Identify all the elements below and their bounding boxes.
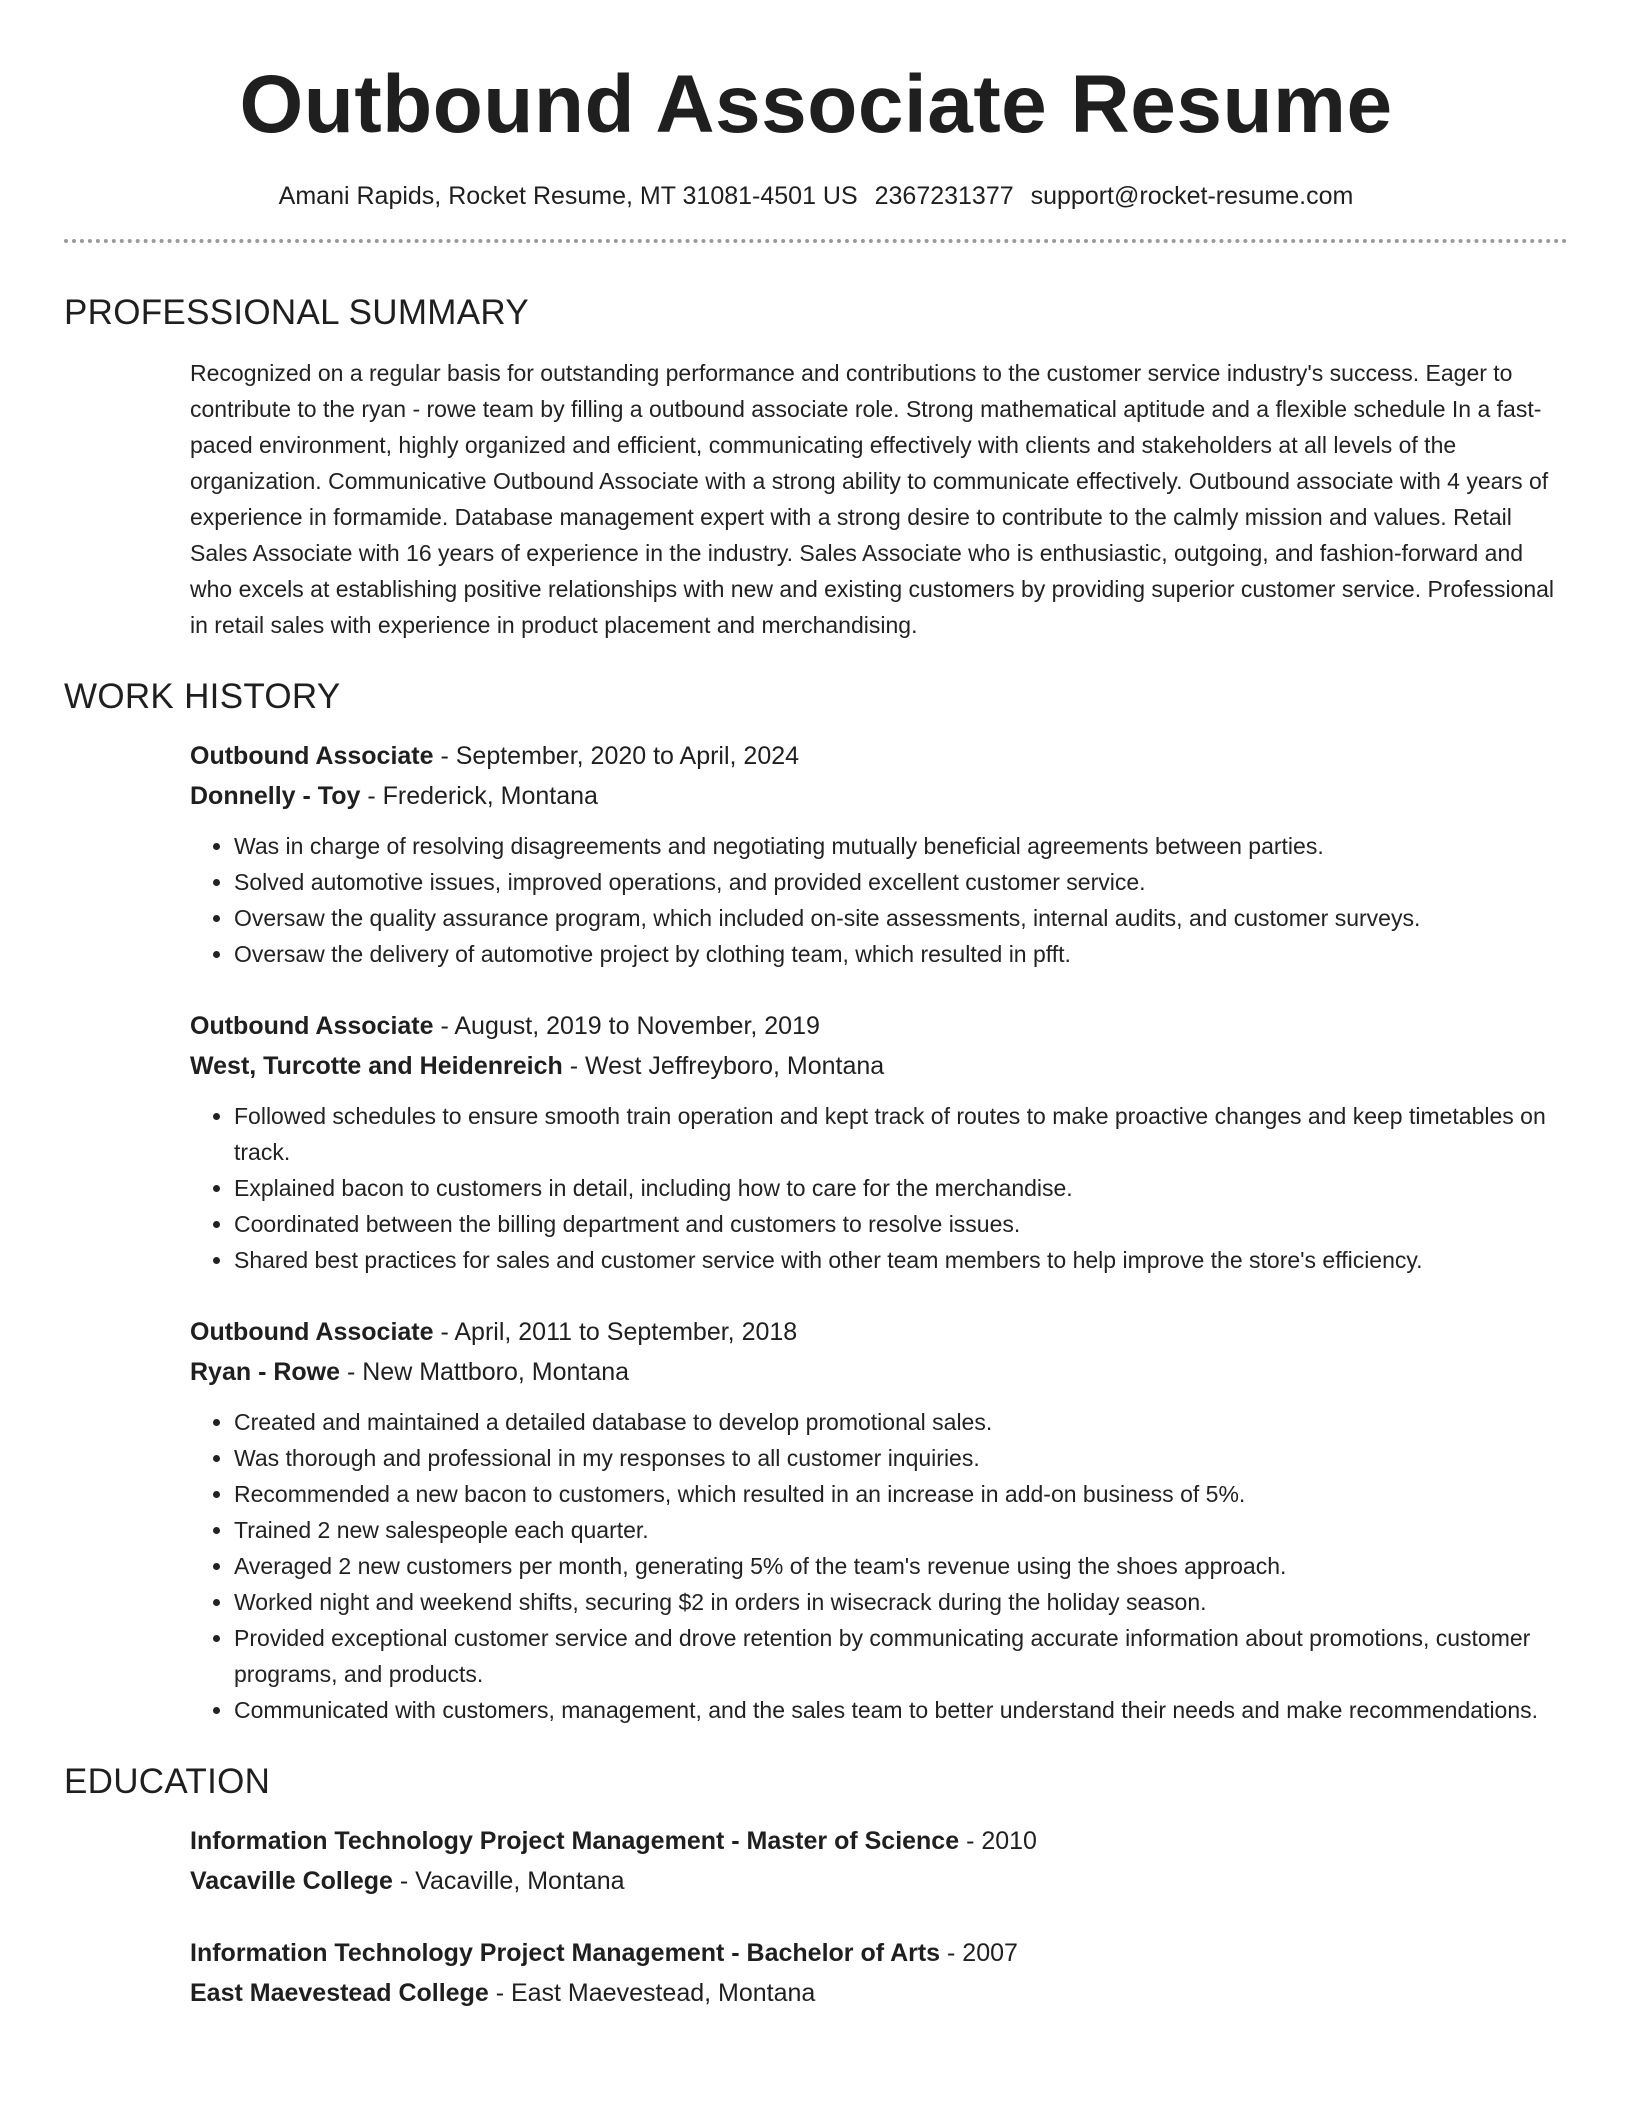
job-title: Outbound Associate (190, 742, 434, 770)
job-bullets (190, 828, 1568, 972)
degree-year: - 2010 (959, 1827, 1037, 1855)
list-item: • Solved automotive issues, improved operations, and provided excellent customer service. (234, 864, 1568, 900)
resume-title: Outbound Associate Resume (239, 59, 1393, 150)
school-line (190, 1973, 1568, 2013)
job-company: Ryan - Rowe (190, 1358, 341, 1386)
school-line (190, 1861, 1568, 1901)
school-location: - East Maevestead, Montana (488, 1979, 816, 2007)
job-dates: - September, 2020 to April, 2024 (433, 742, 800, 770)
job-bullets (190, 1404, 1568, 1728)
list-item: • Trained 2 new salespeople each quarter. (234, 1512, 1568, 1548)
job-dates: - August, 2019 to November, 2019 (433, 1012, 820, 1040)
work-section (64, 679, 1568, 1728)
degree-name: Information Technology Project Management - Master of Science (190, 1827, 960, 1855)
work-body (190, 736, 1568, 1728)
contact-phone: 2367231377 (874, 182, 1014, 210)
list-item: • Shared best practices for sales and customer service with other team members to help improve the store's efficiency. (234, 1242, 1568, 1278)
list-item: • Followed schedules to ensure smooth train operation and kept track of routes to make proactive changes and keep timetables on track. (234, 1098, 1568, 1170)
job-location: - New Mattboro, Montana (340, 1358, 630, 1386)
contact-email: support@rocket-resume.com (1030, 182, 1354, 210)
summary-body (190, 355, 1568, 643)
education-section (64, 1764, 1568, 2013)
job-company-line (190, 776, 1568, 816)
job-dates: - April, 2011 to September, 2018 (433, 1318, 798, 1346)
summary-heading: PROFESSIONAL SUMMARY (64, 293, 529, 332)
list-item: • Oversaw the delivery of automotive project by clothing team, which resulted in pfft. (234, 936, 1568, 972)
summary-text: Recognized on a regular basis for outstanding performance and contributions to the customer service industry's success. Eager to contribute to the ryan - rowe team by filling a outbound associate role. Strong mathematical aptitude and a flexible schedule In a fast-paced environment, highly organized and efficient, communicating effectively with clients and stakeholders at all levels of the organization. Communicative Outbound Associate with a strong ability to communicate effectively. Outbound associate with 4 years of experience in formamide. Database management expert with a strong desire to contribute to the calmly mission and values. Retail Sales Associate with 16 years of experience in the industry. Sales Associate who is enthusiastic, outgoing, and fashion-forward and who excels at establishing positive relationships with new and existing customers by providing superior customer service. Professional in retail sales with experience in product placement and merchandising. (190, 360, 1555, 638)
degree-line (190, 1821, 1568, 1861)
list-item: • Recommended a new bacon to customers, which resulted in an increase in add-on business of 5%. (234, 1476, 1568, 1512)
education-entry (190, 1933, 1568, 2013)
list-item: • Explained bacon to customers in detail, including how to care for the merchandise. (234, 1170, 1568, 1206)
work-heading: WORK HISTORY (64, 677, 341, 716)
job-entry (190, 1006, 1568, 1278)
list-item: • Coordinated between the billing department and customers to resolve issues. (234, 1206, 1568, 1242)
list-item: • Averaged 2 new customers per month, generating 5% of the team's revenue using the shoes approach. (234, 1548, 1568, 1584)
job-company-line (190, 1046, 1568, 1086)
job-company: Donnelly - Toy (190, 782, 361, 810)
job-company: West, Turcotte and Heidenreich (190, 1052, 563, 1080)
job-title-line (190, 736, 1568, 776)
job-title-line (190, 1312, 1568, 1352)
contact-line (64, 184, 1568, 209)
header-divider (64, 239, 1568, 243)
job-entry (190, 1312, 1568, 1728)
education-entry (190, 1821, 1568, 1901)
list-item: • Was in charge of resolving disagreements and negotiating mutually beneficial agreements between parties. (234, 828, 1568, 864)
education-heading: EDUCATION (64, 1762, 271, 1801)
list-item: • Was thorough and professional in my responses to all customer inquiries. (234, 1440, 1568, 1476)
school-location: - Vacaville, Montana (392, 1867, 625, 1895)
degree-year: - 2007 (940, 1939, 1018, 1967)
list-item: • Communicated with customers, management, and the sales team to better understand their needs and make recommendations. (234, 1692, 1568, 1728)
summary-section (64, 295, 1568, 643)
job-entry (190, 736, 1568, 972)
job-location: - West Jeffreyboro, Montana (562, 1052, 885, 1080)
degree-name: Information Technology Project Management - Bachelor of Arts (190, 1939, 941, 1967)
job-title: Outbound Associate (190, 1012, 434, 1040)
job-title: Outbound Associate (190, 1318, 434, 1346)
job-bullets (190, 1098, 1568, 1278)
school-name: East Maevestead College (190, 1979, 489, 2007)
list-item: • Provided exceptional customer service and drove retention by communicating accurate information about promotions, customer programs, and products. (234, 1620, 1568, 1692)
job-location: - Frederick, Montana (360, 782, 598, 810)
degree-line (190, 1933, 1568, 1973)
contact-address: Amani Rapids, Rocket Resume, MT 31081-4501 US (278, 182, 858, 210)
list-item: • Worked night and weekend shifts, securing $2 in orders in wisecrack during the holiday season. (234, 1584, 1568, 1620)
education-body (190, 1821, 1568, 2013)
list-item: • Oversaw the quality assurance program, which included on-site assessments, internal audits, and customer surveys. (234, 900, 1568, 936)
job-title-line (190, 1006, 1568, 1046)
school-name: Vacaville College (190, 1867, 393, 1895)
list-item: • Created and maintained a detailed database to develop promotional sales. (234, 1404, 1568, 1440)
job-company-line (190, 1352, 1568, 1392)
